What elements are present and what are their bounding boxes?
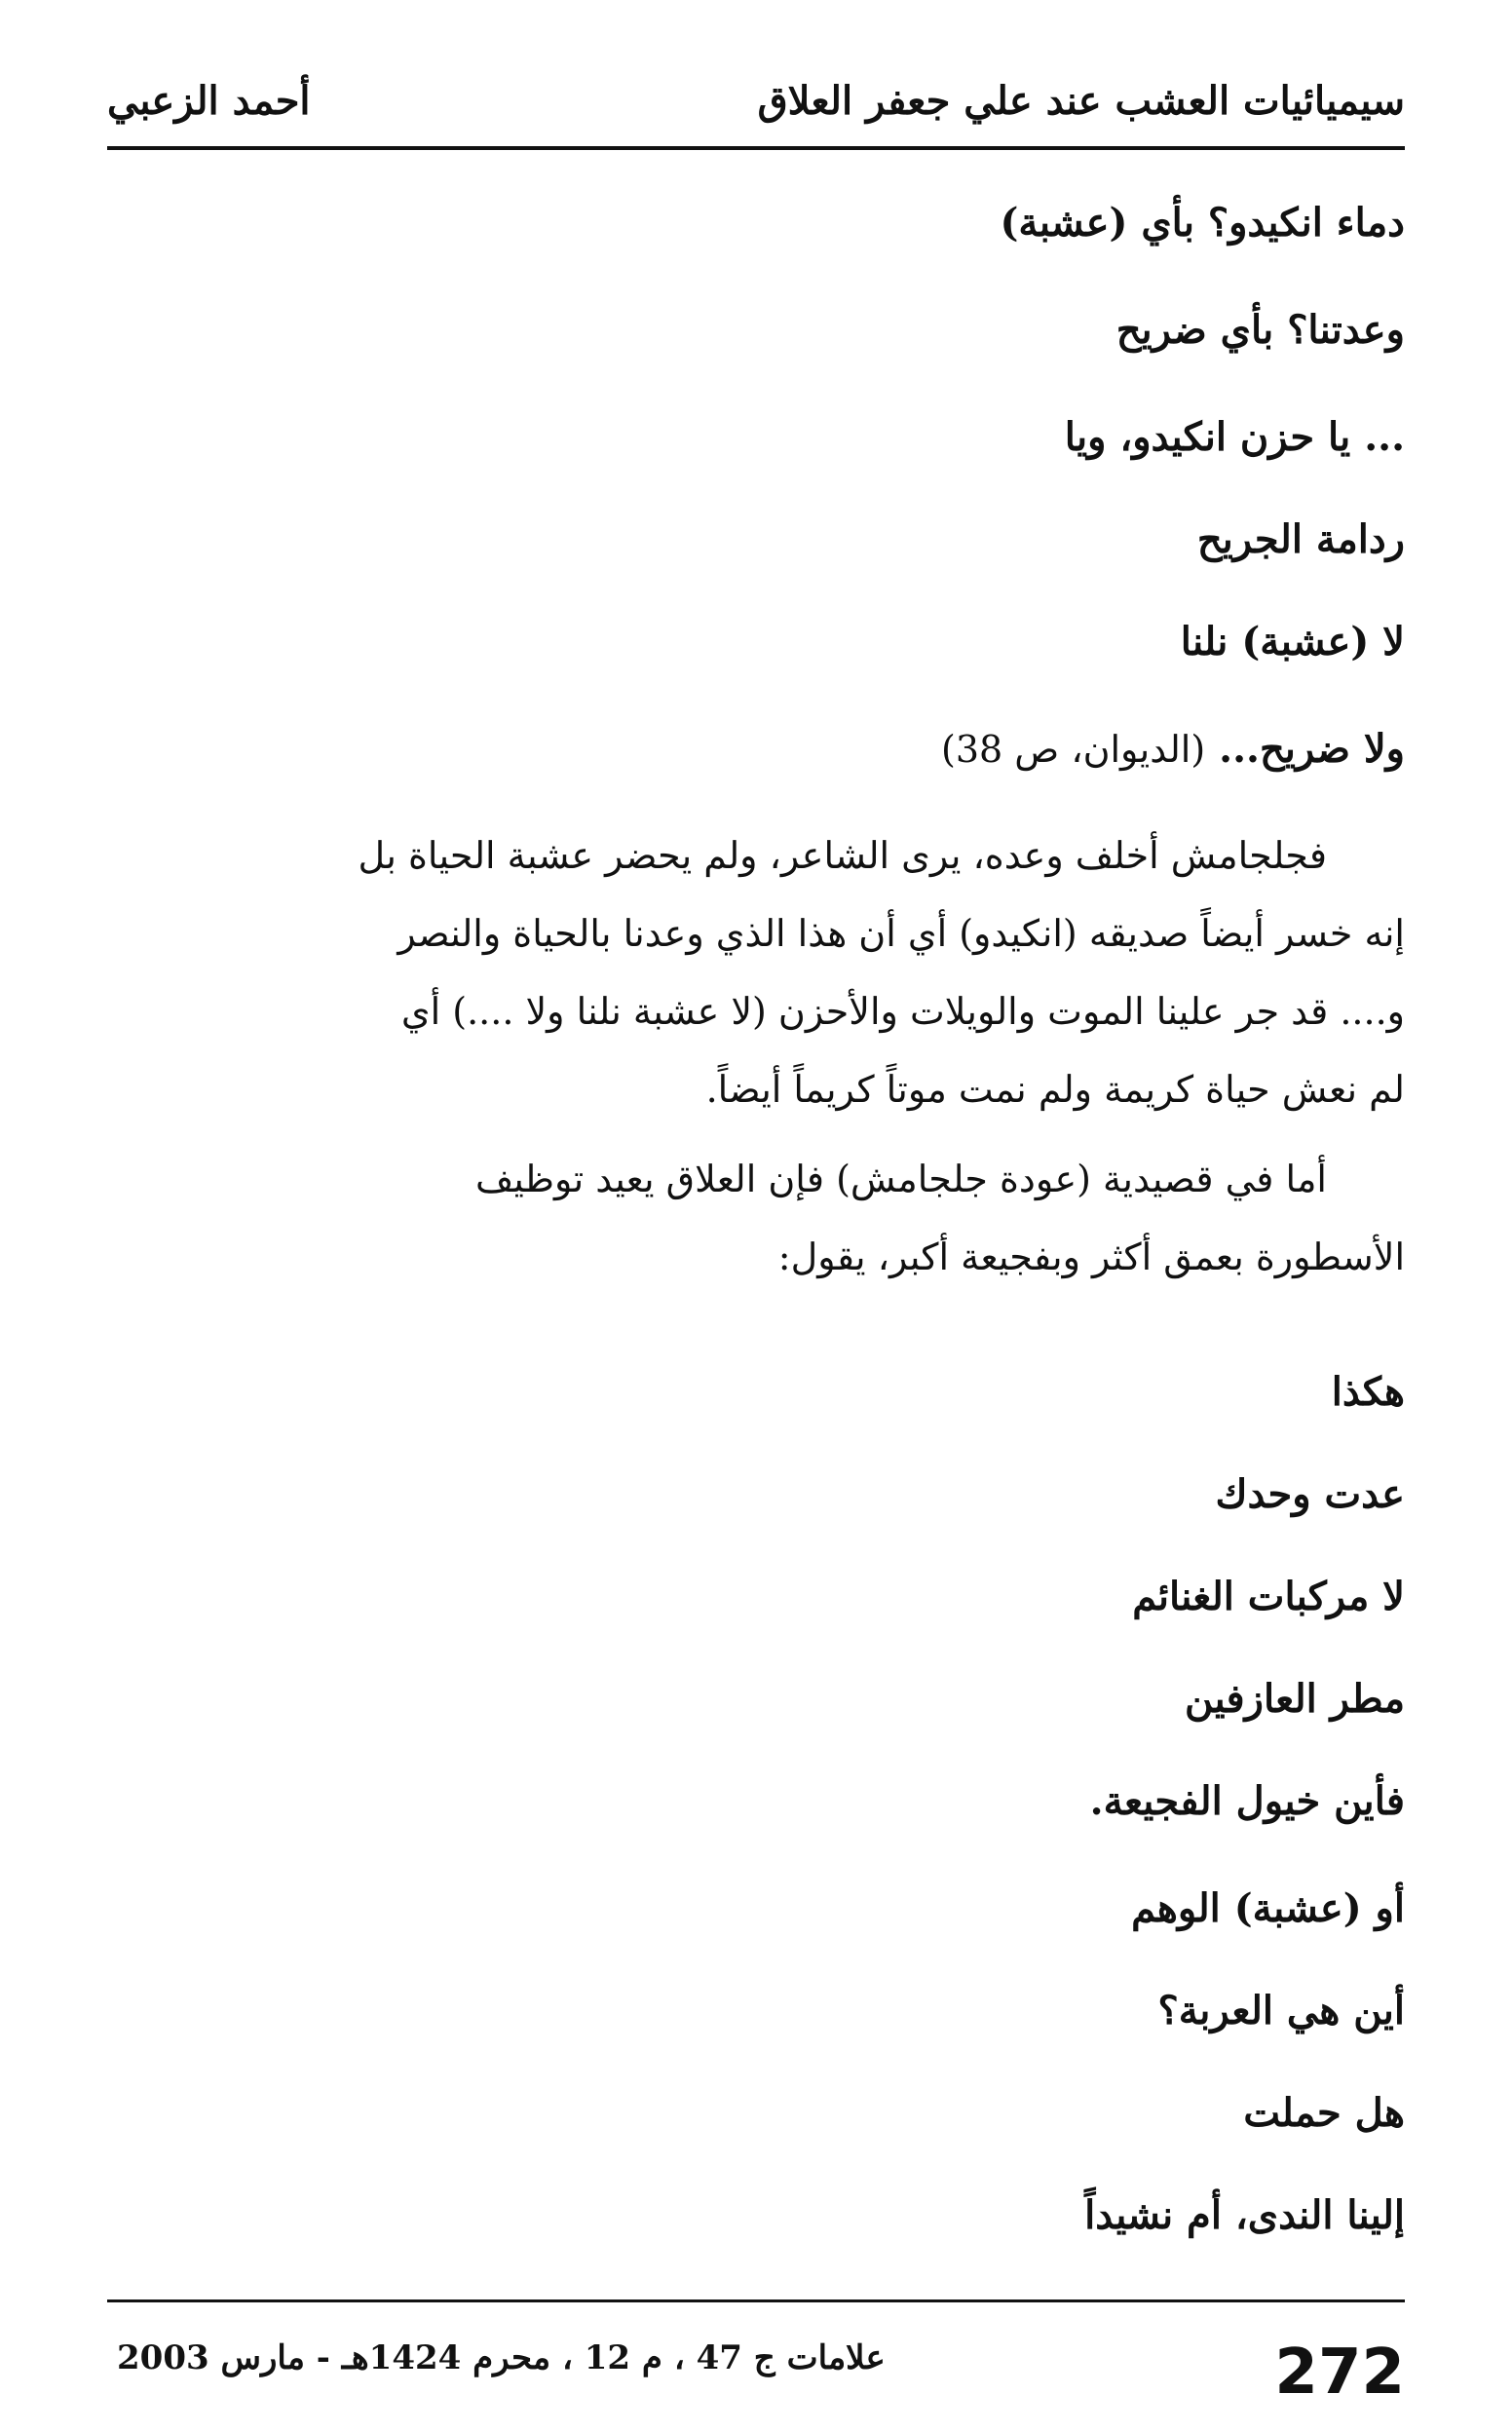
poem-line: عدت وحدك [1215, 1471, 1405, 1517]
body-paragraph [107, 817, 1405, 1128]
poem-line: وعدتنا؟ بأي ضريح [1115, 307, 1405, 353]
header-title: سيميائيات العشب عند علي جعفر العلاق [757, 78, 1405, 124]
footer-divider [107, 2299, 1405, 2302]
paragraph-line: لم نعش حياة كريمة ولم نمت موتاً كريماً أيضاً. [705, 1068, 1405, 1111]
paragraph-line: الأسطورة بعمق أكثر وبفجيعة أكبر، يقول: [777, 1235, 1405, 1278]
paragraph-line: و.... قد جر علينا الموت والويلات والأحزن (لا عشبة نلنا ولا ....) أي [400, 990, 1405, 1033]
poem-line: إلينا الندى، أم نشيداً [1084, 2192, 1405, 2238]
running-header [107, 68, 1405, 150]
paragraph-line: فجلجامش أخلف وعده، يرى الشاعر، ولم يحضر عشبة الحياة بل [358, 834, 1327, 877]
citation: (الديوان، ص 38) [941, 728, 1206, 771]
journal-citation: علامات ج 47 ، م 12 ، محرم 1424هـ - مارس 2003 [117, 2338, 886, 2377]
poem-line: ردامة الجريح [1196, 516, 1405, 562]
poem-line: أين هي العربة؟ [1157, 1988, 1405, 2033]
poem-line: ... يا حزن انكيدو، ويا [1064, 414, 1405, 460]
poem-line: هكذا [1331, 1369, 1405, 1415]
body-paragraph [107, 1140, 1405, 1296]
paragraph-line: إنه خسر أيضاً صديقه (انكيدو) أي أن هذا الذي وعدنا بالحياة والنصر [397, 912, 1405, 955]
poem-line-with-citation [941, 726, 1405, 772]
poem-line: لا (عشبة) نلنا [1180, 619, 1405, 665]
page-number: 272 [1274, 2337, 1405, 2409]
poem-line: لا مركبات الغنائم [1132, 1574, 1405, 1619]
poem-line: فأين خيول الفجيعة. [1089, 1778, 1405, 1824]
poem-line: أو (عشبة) الوهم [1131, 1885, 1405, 1931]
poem-line: ولا ضريح... [1219, 726, 1405, 772]
paragraph-line: أما في قصيدية (عودة جلجامش) فإن العلاق يعيد توظيف [474, 1158, 1327, 1200]
poem-line: هل حملت [1243, 2090, 1405, 2136]
poem-line: دماء انكيدو؟ بأي (عشبة) [1000, 200, 1405, 246]
header-author: أحمد الزعبي [107, 78, 311, 124]
poem-line: مطر العازفين [1185, 1676, 1405, 1722]
